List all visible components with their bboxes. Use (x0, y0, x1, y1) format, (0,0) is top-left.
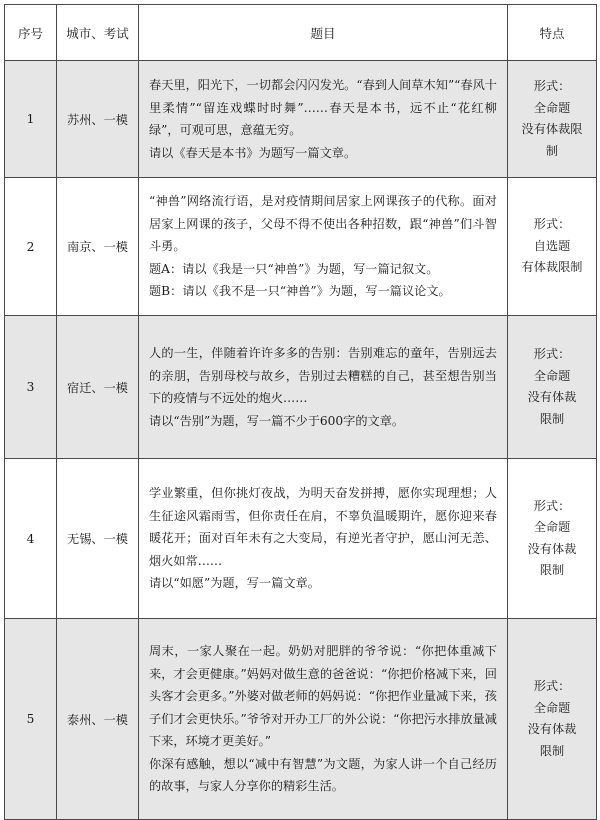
row-feature (508, 61, 597, 178)
row-city-exam: 苏州、一模 (57, 61, 139, 178)
topic-paragraph: 周末，一家人聚在一起。奶奶对肥胖的爷爷说：“你把体重减下来，才会更健康。”妈妈对做生意的爸爸说：“你把价格减下来，回头客才会更多。”外婆对做老师的妈妈说：“你把作业量减下来，孩子们才会更快乐。”爷爷对开办工厂的外公说：“你把污水排放量减下来，环境才更美好。” (149, 644, 497, 749)
topic-paragraph: 人的一生，伴随着许许多多的告别：告别难忘的童年，告别远去的亲朋，告别母校与故乡，告别过去糟糕的自己，甚至想告别当下的疫情与不远处的炮火…… (149, 346, 497, 405)
table-row (5, 619, 597, 820)
table-row (5, 316, 597, 459)
row-feature (508, 316, 597, 459)
row-feature (508, 178, 597, 316)
feature-line: 全命题 (533, 520, 571, 534)
feature-line: 限制 (539, 743, 565, 758)
feature-line: 没有体裁 (527, 722, 577, 736)
feature-line: 形式： (533, 347, 571, 361)
feature-line: 没有体裁 (527, 541, 577, 556)
row-topic (139, 619, 508, 820)
row-feature (508, 619, 597, 820)
row-number: 2 (5, 178, 57, 316)
row-topic (139, 459, 508, 619)
row-topic (139, 316, 508, 459)
row-city-exam: 泰州、一模 (57, 619, 139, 820)
feature-line: 有体裁限制 (521, 260, 583, 275)
row-number: 1 (5, 61, 57, 178)
feature-line: 形式： (533, 79, 571, 93)
feature-line: 全命题 (533, 700, 571, 715)
topic-paragraph: 请以“如愿”为题，写一篇文章。 (149, 576, 320, 591)
topic-paragraph: 题A：请以《我是一只“神兽”》为题，写一篇记叙文。 (149, 261, 439, 276)
feature-line: 形式： (533, 679, 571, 693)
topic-paragraph: 请以《春天是本书》为题写一篇文章。 (149, 145, 357, 160)
row-city-exam: 宿迁、一模 (57, 316, 139, 459)
feature-line: 没有体裁限 (521, 122, 583, 136)
feature-line: 全命题 (533, 368, 571, 383)
row-city-exam: 无锡、一模 (57, 459, 139, 619)
feature-line: 制 (545, 143, 559, 158)
table-row (5, 178, 597, 316)
topic-paragraph: 请以“告别”为题，写一篇不少于600字的文章。 (149, 413, 405, 428)
row-number: 5 (5, 619, 57, 820)
topic-paragraph: 春天里，阳光下，一切都会闪闪发光。“春到人间草木知”“春风十里柔情”“留连戏蝶时时舞”……春天是本书，远不止“花红柳绿”，可观可思，意蕴无穷。 (149, 78, 497, 137)
table-row (5, 459, 597, 619)
topic-paragraph: “神兽”网络流行语，是对疫情期间居家上网课孩子的代称。面对居家上网课的孩子，父母不得不使出各种招数，跟“神兽”们斗智斗勇。 (149, 194, 497, 254)
feature-line: 形式： (533, 498, 571, 513)
header-city-exam: 城市、考试 (57, 5, 139, 61)
header-topic: 题目 (139, 5, 508, 61)
feature-line: 限制 (539, 411, 565, 426)
topic-paragraph: 题B：请以《我不是一只“神兽”》为题，写一篇议论文。 (149, 284, 451, 299)
row-city-exam: 南京、一模 (57, 178, 139, 316)
topic-paragraph: 学业繁重，但你挑灯夜战，为明天奋发拼搏，愿你实现理想；人生征途风霜雨雪，但你责任在肩，不辜负温暖期许，愿你迎来春暖花开；面对百年未有之大变局，有逆光者守护，愿山河无恙、烟火如常…… (149, 486, 497, 568)
feature-line: 没有体裁 (527, 390, 577, 404)
topic-paragraph: 你深有感触，想以“减中有智慧”为文题，为家人讲一个自己经历的故事，与家人分享你的精彩生活。 (149, 756, 497, 794)
feature-line: 限制 (539, 563, 565, 577)
header-row (5, 5, 597, 61)
exam-topic-table (4, 4, 597, 820)
header-number: 序号 (5, 5, 57, 61)
row-topic (139, 178, 508, 316)
row-number: 4 (5, 459, 57, 619)
table-row (5, 61, 597, 178)
row-number: 3 (5, 316, 57, 459)
feature-line: 形式： (533, 217, 571, 232)
header-feature: 特点 (508, 5, 597, 61)
row-topic (139, 61, 508, 178)
row-feature (508, 459, 597, 619)
feature-line: 全命题 (533, 100, 571, 115)
feature-line: 自选题 (533, 238, 571, 253)
